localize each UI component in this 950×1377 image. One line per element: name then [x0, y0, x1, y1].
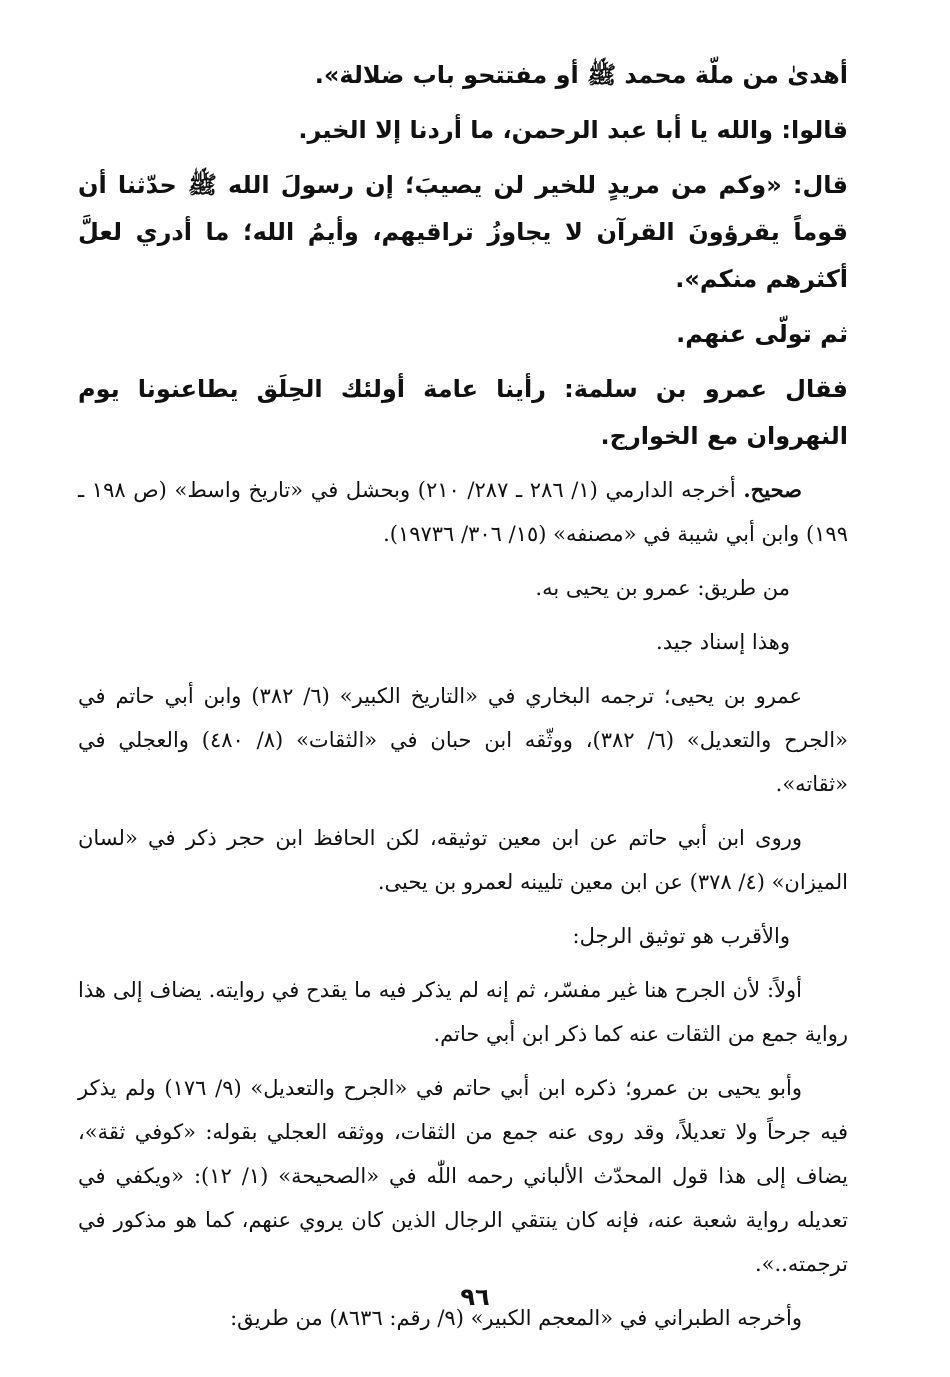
isnad-grade-paragraph: وهذا إسناد جيد. [656, 630, 790, 654]
narrator-paragraph-2: وروى ابن أبي حاتم عن ابن معين توثيقه، لكن الحافظ ابن حجر ذكر في «لسان الميزان» (٤/ ٣٧٨) عن ابن معين تليينه لعمرو بن يحيى. [78, 826, 848, 894]
narrator-paragraph-3: وأبو يحيى بن عمرو؛ ذكره ابن أبي حاتم في «الجرح والتعديل» (٩/ ١٧٦) ولم يذكر فيه جرحاً ولا تعديلاً، وقد روى عنه جمع من الثقات، ووثقه العجلي بقوله: «كوفي ثقة»، يضاف إلى هذا قول المحدّث الألباني رحمه اللّٰه في «الصحيحة» (١/ ١٢): «ويكفي في تعديله رواية شعبة عنه، فإنه كان ينتقي الرجال الذين كان يروي عنهم، كما هو مذكور في ترجمته..». [78, 1076, 848, 1276]
additional-takhrij-paragraph: وأخرجه الطبراني في «المعجم الكبير» (٩/ رقم: ٨٦٣٦) من طريق: [230, 1306, 802, 1330]
chain-paragraph: من طريق: عمرو بن يحيى به. [535, 576, 790, 600]
takhrij-paragraph [78, 468, 848, 556]
hadith-paragraph-1: أهدىٰ من ملّة محمد ﷺ أو مفتتحو باب ضلالة». [314, 61, 848, 89]
hadith-paragraph-4: ثم تولّى عنهم. [676, 320, 848, 348]
conclusion-heading: والأقرب هو توثيق الرجل: [572, 924, 790, 948]
hadith-paragraph-2: قالوا: والله يا أبا عبد الرحمن، ما أردنا إلا الخير. [298, 116, 848, 144]
commentary-section [78, 468, 848, 1340]
hadith-paragraph-3: قال: «وكم من مريدٍ للخير لن يصيبَ؛ إن رسولَ الله ﷺ حدّثنا أن قوماً يقرؤونَ القرآن لا يجاوزُ تراقيهم، وأيمُ الله؛ ما أدري لعلَّ أكثرهم منكم». [78, 171, 848, 293]
grade-label: صحيح. [743, 477, 802, 502]
hadith-text [78, 52, 848, 460]
narrator-paragraph-1: عمرو بن يحيى؛ ترجمه البخاري في «التاريخ الكبير» (٦/ ٣٨٢) وابن أبي حاتم في «الجرح والتعديل» (٦/ ٣٨٢)، ووثّقه ابن حبان في «الثقات» (٨/ ٤٨٠) والعجلي في «ثقاته». [78, 684, 848, 796]
takhrij-text: أخرجه الدارمي (١/ ٢٨٦ ـ ٢٨٧/ ٢١٠) وبحشل في «تاريخ واسط» (ص ١٩٨ ـ ١٩٩) وابن أبي شيبة في «مصنفه» (١٥/ ٣٠٦/ ١٩٧٣٦). [78, 478, 848, 546]
hadith-paragraph-5: فقال عمرو بن سلمة: رأينا عامة أولئك الحِلَق يطاعنونا يوم النهروان مع الخوارج. [78, 375, 848, 450]
page-number: ٩٦ [460, 1283, 490, 1311]
book-page [78, 52, 848, 1350]
reason-paragraph: أولاً: لأن الجرح هنا غير مفسّر، ثم إنه لم يذكر فيه ما يقدح في روايته. يضاف إلى هذا رواية جمع من الثقات عنه كما ذكر ابن أبي حاتم. [78, 978, 848, 1046]
